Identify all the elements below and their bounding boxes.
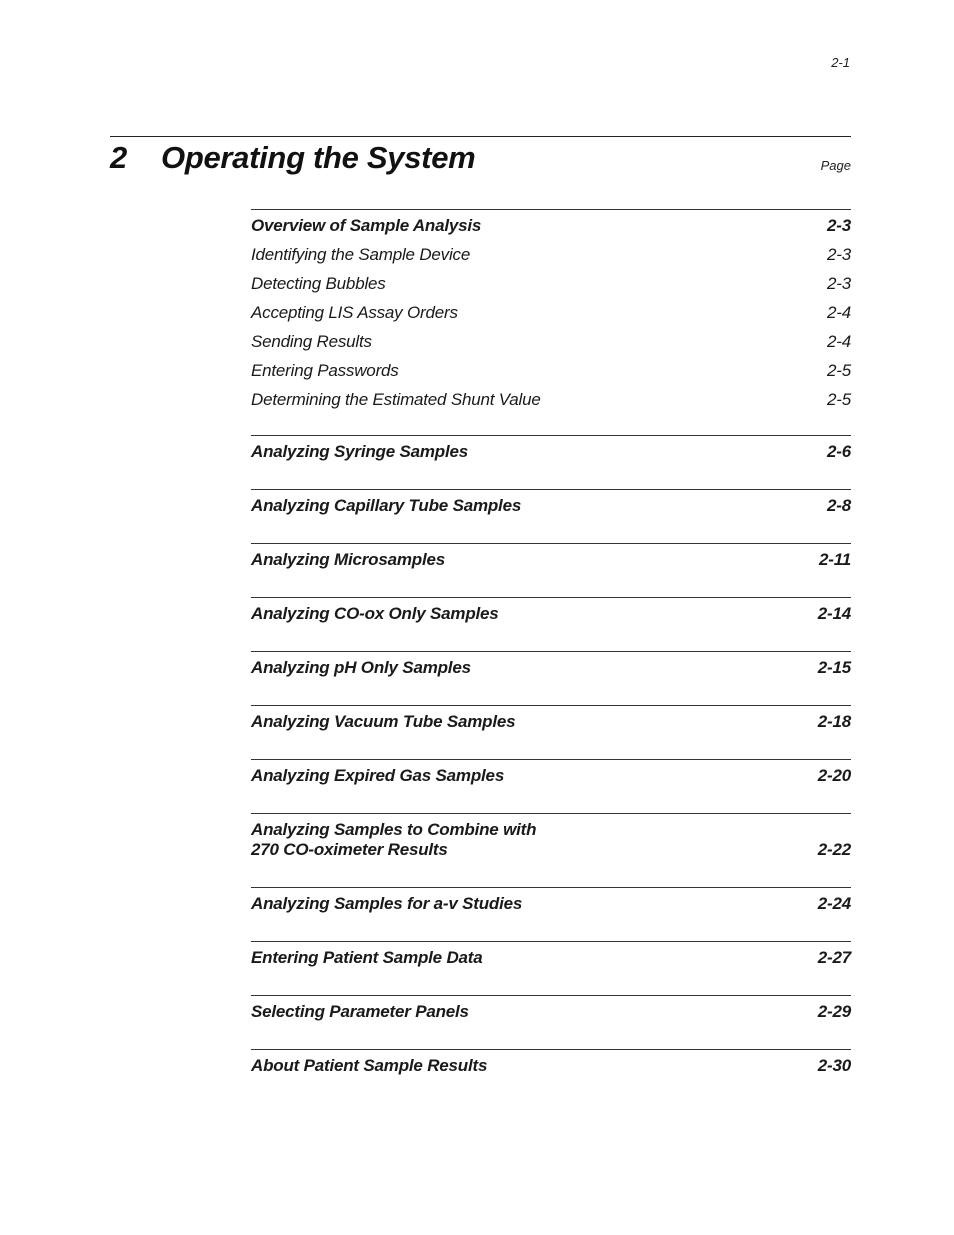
toc-section: [251, 887, 851, 941]
toc-subentry-page: 2-4: [827, 332, 851, 351]
page-number: 2-1: [831, 55, 850, 70]
toc-section: [251, 209, 851, 435]
toc-section: [251, 995, 851, 1049]
toc-subentry-title: Accepting LIS Assay Orders: [251, 303, 458, 322]
toc-subentry-page: 2-5: [827, 361, 851, 380]
toc-entry-page: 2-29: [817, 1002, 851, 1021]
toc-subentry[interactable]: [251, 303, 851, 323]
toc-entry-page: 2-3: [827, 216, 851, 235]
toc-subentry[interactable]: [251, 361, 851, 381]
toc-entry-title: Selecting Parameter Panels: [251, 1002, 469, 1021]
toc-section: [251, 705, 851, 759]
toc-entry[interactable]: [251, 1002, 851, 1022]
toc-entry-title: Analyzing Expired Gas Samples: [251, 766, 505, 785]
toc-entry-title: Analyzing CO-ox Only Samples: [251, 604, 499, 623]
page-column-label: Page: [820, 158, 851, 173]
toc-subentry[interactable]: [251, 245, 851, 265]
toc-section: [251, 543, 851, 597]
toc-entry-page: 2-30: [817, 1056, 851, 1075]
chapter-rule: [110, 136, 851, 137]
toc-subentry-page: 2-4: [827, 303, 851, 322]
toc-entry-page: 2-6: [827, 442, 851, 461]
toc-entry-page: 2-8: [827, 496, 851, 515]
toc-entry-title: Analyzing Capillary Tube Samples: [251, 496, 522, 515]
toc-entry-title: Analyzing Samples to Combine with 270 CO-oximeter Results: [251, 820, 537, 859]
toc-entry[interactable]: [251, 442, 851, 462]
chapter-title: Operating the System: [161, 140, 476, 175]
toc-entry-title: Analyzing Syringe Samples: [251, 442, 469, 461]
toc-entry-page: 2-22: [817, 840, 851, 859]
toc-entry-page: 2-20: [817, 766, 851, 785]
toc-section: [251, 597, 851, 651]
toc-entry[interactable]: [251, 948, 851, 968]
toc-entry-page: 2-11: [819, 550, 851, 569]
toc-entry[interactable]: [251, 550, 851, 570]
toc-section: [251, 1049, 851, 1103]
toc-subentry-title: Sending Results: [251, 332, 372, 351]
toc-subentry-title: Entering Passwords: [251, 361, 399, 380]
toc-subentry[interactable]: [251, 274, 851, 294]
toc-subentry[interactable]: [251, 390, 851, 410]
toc-section: [251, 813, 851, 887]
toc-entry-page: 2-27: [817, 948, 851, 967]
toc-entry[interactable]: [251, 216, 851, 236]
toc-section: [251, 489, 851, 543]
toc-entry-page: 2-15: [817, 658, 851, 677]
toc-section: [251, 651, 851, 705]
toc-entry-title: Overview of Sample Analysis: [251, 216, 482, 235]
toc-entry[interactable]: [251, 820, 851, 860]
toc-entry-title: Analyzing pH Only Samples: [251, 658, 471, 677]
toc-section: [251, 435, 851, 489]
toc-subentry-title: Detecting Bubbles: [251, 274, 386, 293]
toc-subentry-title: Determining the Estimated Shunt Value: [251, 390, 541, 409]
toc-entry[interactable]: [251, 766, 851, 786]
toc-entry-title: Analyzing Microsamples: [251, 550, 445, 569]
toc-subentry-page: 2-3: [827, 274, 851, 293]
toc-section: [251, 941, 851, 995]
toc-entry[interactable]: [251, 496, 851, 516]
toc-entry[interactable]: [251, 712, 851, 732]
toc-entry-page: 2-18: [817, 712, 851, 731]
toc-entry[interactable]: [251, 1056, 851, 1076]
toc-entry-title: Analyzing Samples for a-v Studies: [251, 894, 523, 913]
toc-subentry-title: Identifying the Sample Device: [251, 245, 471, 264]
toc-entry[interactable]: [251, 894, 851, 914]
toc-entry-page: 2-14: [817, 604, 851, 623]
toc-section: [251, 759, 851, 813]
toc-subentry[interactable]: [251, 332, 851, 352]
table-of-contents: [251, 209, 851, 1103]
toc-entry-title: Entering Patient Sample Data: [251, 948, 483, 967]
chapter-number: 2: [110, 140, 128, 175]
toc-entry[interactable]: [251, 604, 851, 624]
toc-subentry-page: 2-5: [827, 390, 851, 409]
toc-entry-page: 2-24: [817, 894, 851, 913]
toc-entry-title: Analyzing Vacuum Tube Samples: [251, 712, 516, 731]
toc-entry-title: About Patient Sample Results: [251, 1056, 488, 1075]
toc-entry[interactable]: [251, 658, 851, 678]
toc-subentry-page: 2-3: [827, 245, 851, 264]
